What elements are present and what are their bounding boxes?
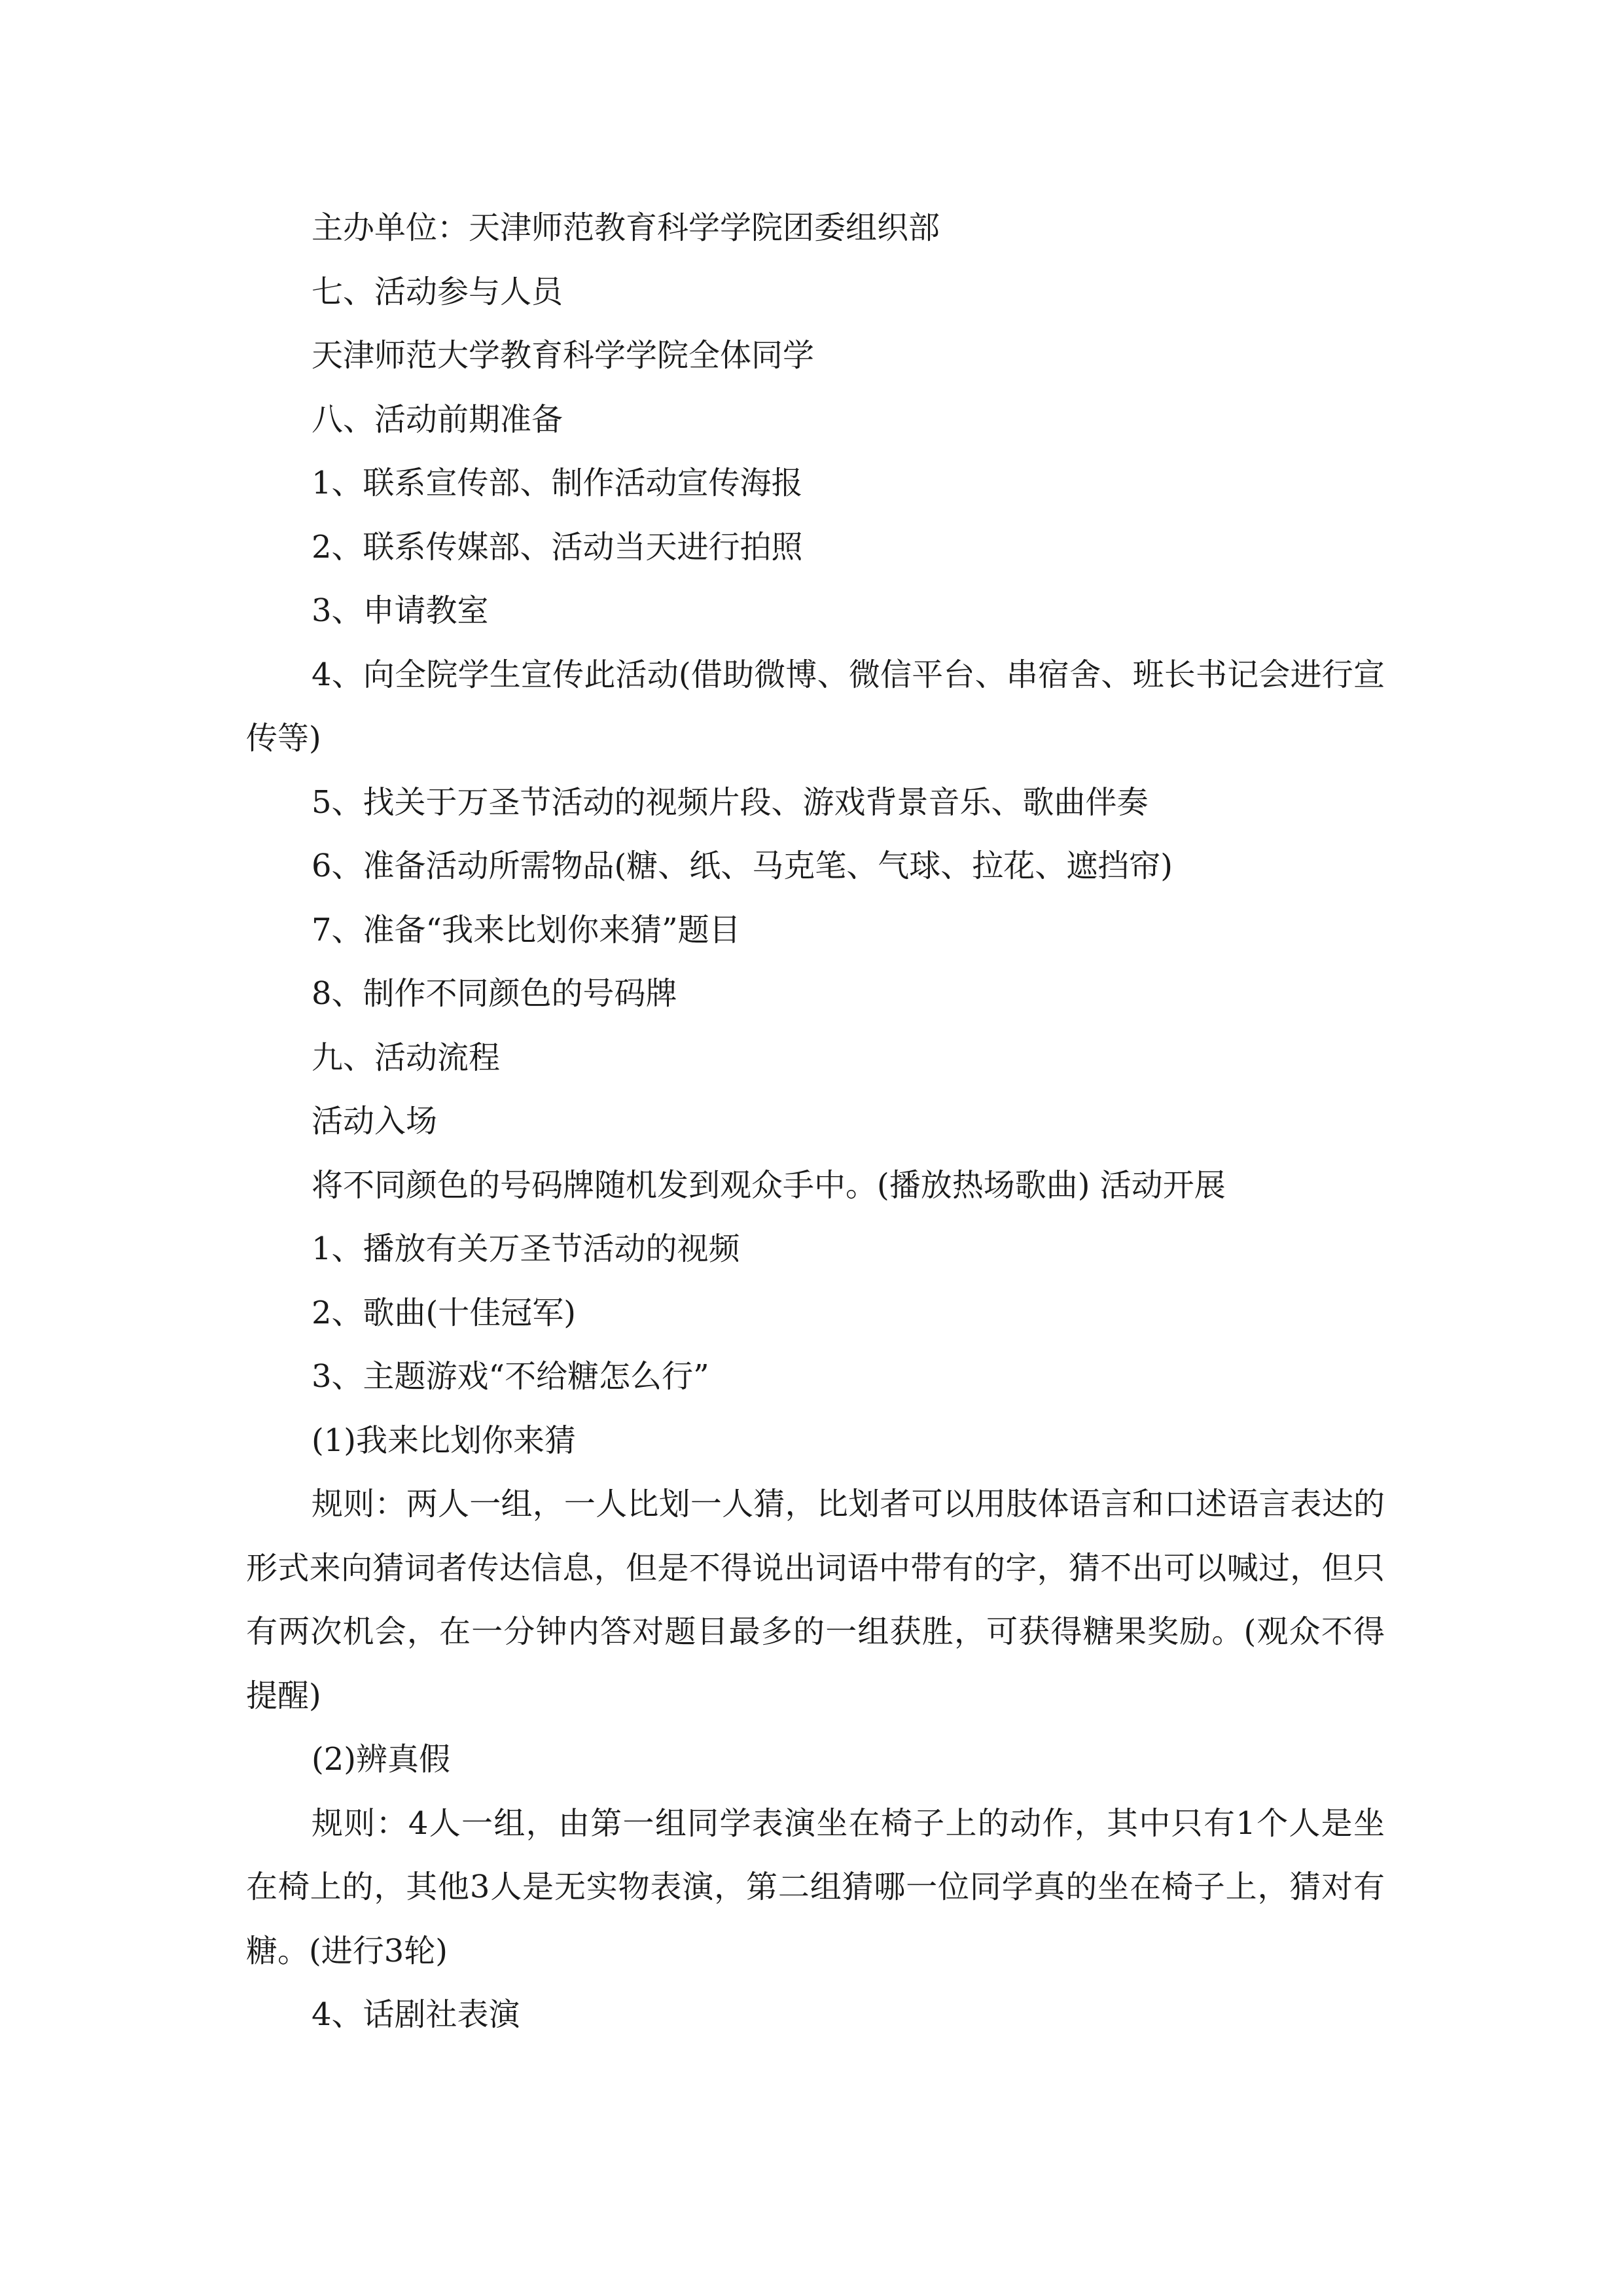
prep-item-3: 3、申请教室 [312,592,489,629]
process-item-1: 1、播放有关万圣节活动的视频 [312,1230,740,1267]
prep-item-1: 1、联系宣传部、制作活动宣传海报 [312,465,803,501]
prep-item-4: 4、向全院学生宣传此活动(借助微博、微信平台、串宿舍、班长书记会进行宣传等) [246,656,1385,757]
process-item-4: 4、话剧社表演 [312,1996,520,2033]
section-heading-preparation: 八、活动前期准备 [312,401,563,438]
prep-item-6: 6、准备活动所需物品(糖、纸、马克笔、气球、拉花、遮挡帘) [312,848,1173,884]
game-2-rules: 规则：4人一组，由第一组同学表演坐在椅子上的动作，其中只有1个人是坐在椅上的，其他3人是无实物表演，第二组猜哪一位同学真的坐在椅子上，猜对有糖。(进行3轮) [246,1804,1385,1969]
section-heading-participants: 七、活动参与人员 [312,273,563,310]
prep-item-5: 5、找关于万圣节活动的视频片段、游戏背景音乐、歌曲伴奏 [312,783,1149,821]
section-heading-process: 九、活动流程 [312,1039,501,1076]
game-1-title: (1)我来比划你来猜 [312,1422,576,1459]
prep-item-7: 7、准备“我来比划你来猜”题目 [312,911,741,948]
organizer-line: 主办单位：天津师范教育科学学院团委组织部 [312,209,940,246]
game-2-title: (2)辨真假 [312,1741,450,1778]
game-1-rules: 规则：两人一组，一人比划一人猜，比划者可以用肢体语言和口述语言表达的形式来向猜词者传达信息，但是不得说出词语中带有的字，猜不出可以喊过，但只有两次机会，在一分钟内答对题目最多的一组获胜，可获得糖果奖励。(观众不得提醒) [246,1486,1385,1714]
prep-item-2: 2、联系传媒部、活动当天进行拍照 [312,528,803,565]
document-body [246,196,1385,2047]
process-item-3: 3、主题游戏“不给糖怎么行” [312,1358,709,1395]
prep-item-8: 8、制作不同颜色的号码牌 [312,975,677,1012]
process-entry-detail: 将不同颜色的号码牌随机发到观众手中。(播放热场歌曲) 活动开展 [312,1166,1226,1204]
process-entry: 活动入场 [312,1103,438,1139]
participants-text: 天津师范大学教育科学学院全体同学 [312,337,815,374]
process-item-2: 2、歌曲(十佳冠军) [312,1294,576,1331]
